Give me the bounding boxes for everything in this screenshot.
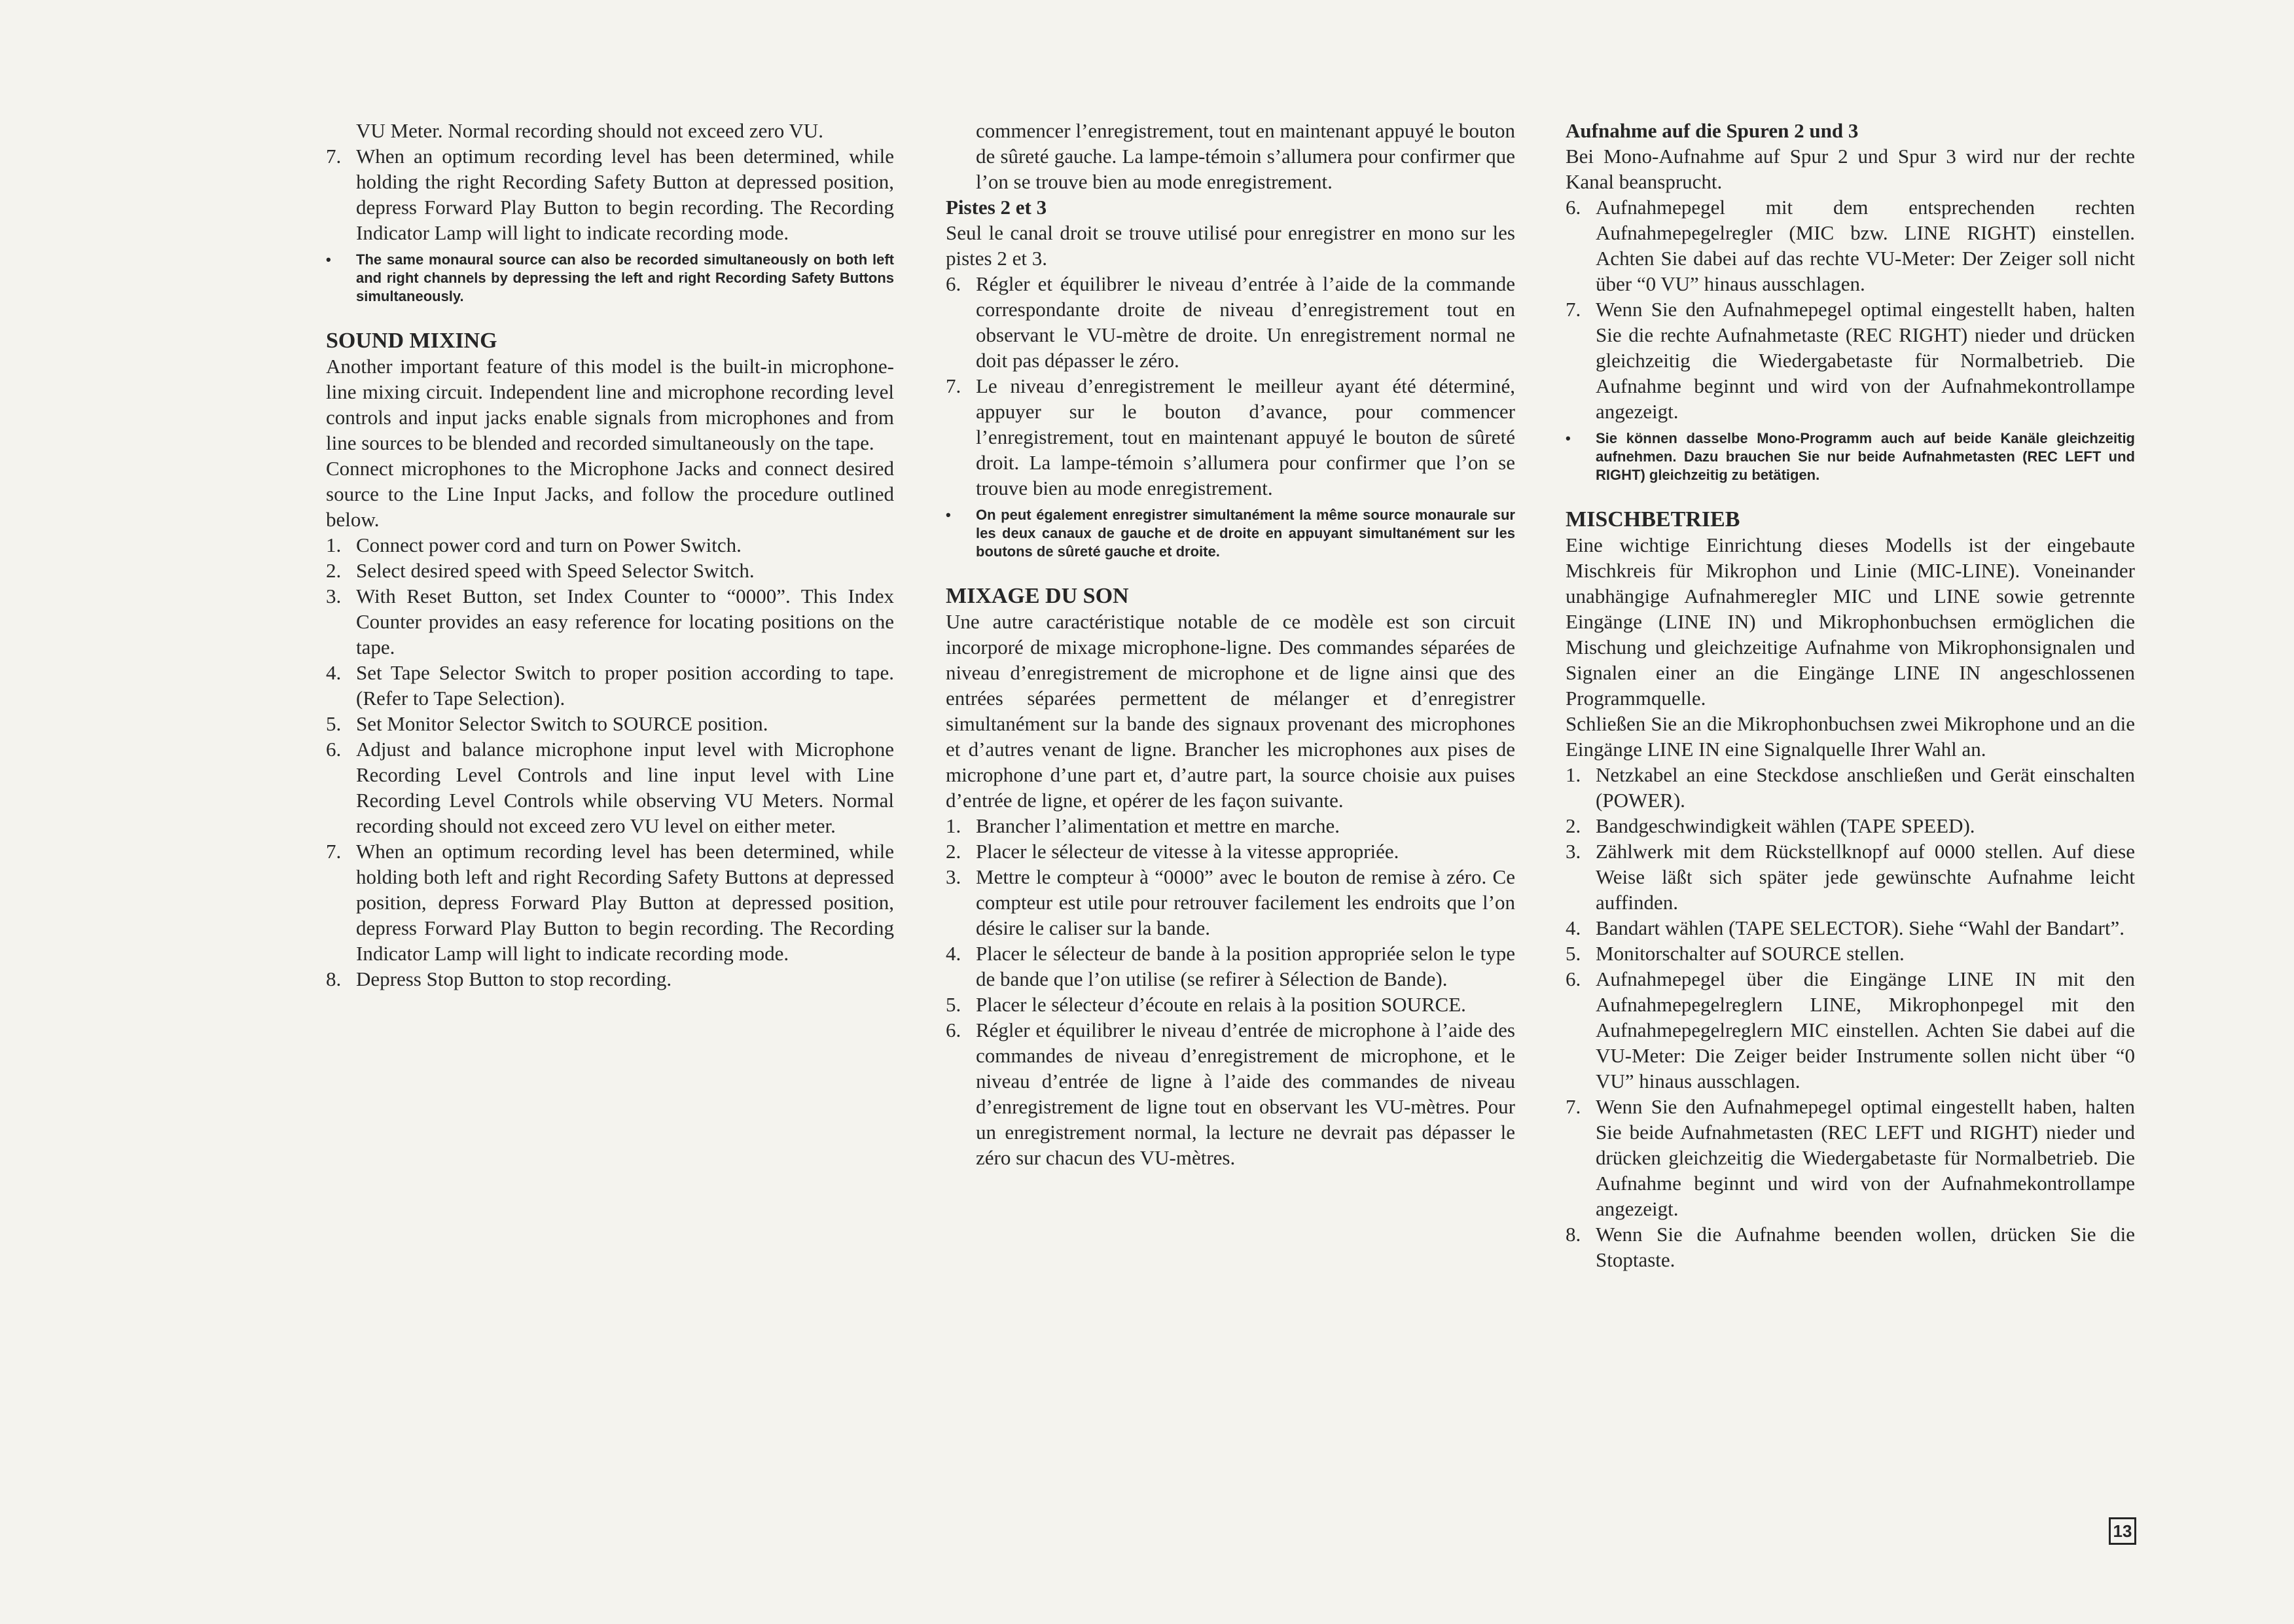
german-subheading: Aufnahme auf die Spuren 2 und 3	[1566, 119, 1859, 142]
english-para1: Another important feature of this model is the built-in microphone-line mixing circuit. Independent line and microphone recording level controls and input jacks enable signals from microphones and from line sources to be blended and recorded simultaneously on the tape.	[326, 355, 894, 454]
list-item: 5. Monitorschalter auf SOURCE stellen.	[1566, 942, 1905, 965]
list-item: 6. Aufnahmepegel über die Eingänge LINE IN mit den Aufnahmepegelreglern LINE, Mikrophonpegel mit den Aufnahmepegelreglern MIC einstellen. Achten Sie dabei auf die VU-Meter: Die Zeiger beider Instrumente sollen nicht über “0 VU” hinaus ausschlagen.	[1566, 967, 2135, 1092]
french-para1: Une autre caractéristique notable de ce modèle est son circuit incorporé de mixage microphone-ligne. Des commandes séparées de niveau d’enregistrement de microphone et de ligne ainsi que des entrées séparées permettent de mélanger et d’enregistrer simultanément sur la bande des signaux provenant des microphones et d’autres venant de ligne. Brancher les microphones aux pises de microphone d’une part et, d’autre part, la source choisie aux puises d’entrée de ligne, et opérer de les façon suivante.	[946, 610, 1515, 812]
list-item: 3. Zählwerk mit dem Rückstellknopf auf 0000 stellen. Auf diese Weise läßt sich später jede gewünschte Aufnahme leicht auffinden.	[1566, 840, 2135, 914]
bullet-icon: •	[1566, 430, 1571, 446]
english-continued-text: VU Meter. Normal recording should not exceed zero VU.	[356, 119, 823, 142]
english-steps	[326, 532, 894, 992]
list-item: 5. Set Monitor Selector Switch to SOURCE position.	[326, 712, 768, 735]
german-para2: Schließen Sie an die Mikrophonbuchsen zwei Mikrophone und an die Eingänge LINE IN eine Signalquelle Ihrer Wahl an.	[1566, 712, 2135, 761]
list-item: 5. Placer le sélecteur d’écoute en relais à la position SOURCE.	[946, 993, 1466, 1016]
list-item: 6. Adjust and balance microphone input level with Microphone Recording Level Controls and line input level with Line Recording Level Controls while observing VU Meters. Normal recording should not exceed zero VU level on either meter.	[326, 738, 894, 837]
list-item: 4. Set Tape Selector Switch to proper position according to tape. (Refer to Tape Selection).	[326, 661, 894, 710]
german-heading-mischbetrieb: MISCHBETRIEB	[1566, 507, 1740, 532]
list-item: 7. Wenn Sie den Aufnahmepegel optimal eingestellt haben, halten Sie beide Aufnahmetasten (REC LEFT und RIGHT) nieder und drücken gleichzeitig die Wiedergabetaste für Normalbetrieb. Die Aufnahme beginnt und wird von der Aufnahmekontrollampe angezeigt.	[1566, 1095, 2135, 1220]
french-note: • On peut également enregistrer simultanément la même source monaurale sur les deux canaux de gauche et de droite en appuyant simultanément sur les boutons de sûreté gauche et droite.	[946, 507, 1515, 560]
list-item: 2. Bandgeschwindigkeit wählen (TAPE SPEED).	[1566, 814, 1975, 837]
english-safety-steps	[326, 143, 894, 245]
french-track-steps	[946, 271, 1515, 501]
list-item: 2. Placer le sélecteur de vitesse à la vitesse appropriée.	[946, 840, 1399, 863]
list-item: 1. Brancher l’alimentation et mettre en marche.	[946, 814, 1340, 837]
french-column	[946, 118, 1515, 1170]
english-heading-sound-mixing: SOUND MIXING	[326, 329, 497, 353]
bullet-icon: •	[326, 251, 331, 268]
french-continued-text: commencer l’enregistrement, tout en maintenant appuyé le bouton de sûreté gauche. La lampe-témoin s’allumera pour confirmer que l’on se trouve bien au mode enregistrement.	[976, 119, 1515, 193]
bullet-icon: •	[946, 507, 951, 523]
list-item: 3. Mettre le compteur à “0000” avec le bouton de remise à zéro. Ce compteur est utile pour retrouver facilement les endroits que l’on désire le caliser sur la bande.	[946, 865, 1515, 939]
page-number: 13	[2109, 1517, 2136, 1545]
list-item: 8. Depress Stop Button to stop recording.	[326, 967, 672, 990]
list-item: 1. Connect power cord and turn on Power Switch.	[326, 533, 742, 556]
french-heading-mixage: MIXAGE DU SON	[946, 584, 1129, 608]
french-steps	[946, 813, 1515, 1170]
list-item: 6. Régler et équilibrer le niveau d’entrée de microphone à l’aide des commandes de niveau d’enregistrement de microphone, et le niveau d’entrée de ligne à l’aide des commandes de niveau d’enregistrement de ligne tout en observant les VU-mètres. Pour un enregistrement normal, la lecture ne devrait pas dépasser le zéro sur chacun des VU-mètres.	[946, 1019, 1515, 1169]
german-column	[1566, 118, 2135, 1272]
list-item: 7. Le niveau d’enregistrement le meilleur ayant été déterminé, appuyer sur le bouton d’avance, pour commencer l’enregistrement, tout en maintenant appuyé le bouton de sûreté droit. La lampe-témoin s’allumera pour confirmer que l’on se trouve bien au mode enregistrement.	[946, 374, 1515, 499]
german-sub-para: Bei Mono-Aufnahme auf Spur 2 und Spur 3 wird nur der rechte Kanal beansprucht.	[1566, 145, 2135, 193]
list-item: 1. Netzkabel an eine Steckdose anschließen und Gerät einschalten (POWER).	[1566, 763, 2135, 812]
list-item: 4. Bandart wählen (TAPE SELECTOR). Siehe “Wahl der Bandart”.	[1566, 916, 2124, 939]
french-subheading: Pistes 2 et 3	[946, 196, 1047, 219]
english-para2: Connect microphones to the Microphone Jacks and connect desired source to the Line Input Jacks, and follow the procedure outlined below.	[326, 457, 894, 531]
french-sub-para: Seul le canal droit se trouve utilisé pour enregistrer en mono sur les pistes 2 et 3.	[946, 221, 1515, 270]
list-item: 8. Wenn Sie die Aufnahme beenden wollen, drücken Sie die Stoptaste.	[1566, 1223, 2135, 1271]
german-steps	[1566, 762, 2135, 1272]
list-item: 6. Aufnahmepegel mit dem entsprechenden rechten Aufnahmepegelregler (MIC bzw. LINE RIGHT) einstellen. Achten Sie dabei auf das rechte VU-Meter: Der Zeiger soll nicht über “0 VU” hinaus ausschlagen.	[1566, 196, 2135, 295]
list-item: 6. Régler et équilibrer le niveau d’entrée à l’aide de la commande correspondante droite de niveau d’enregistrement tout en observant le VU-mètre de droite. Un enregistrement normal ne doit pas dépasser le zéro.	[946, 272, 1515, 372]
list-item: 7. When an optimum recording level has been determined, while holding the right Recording Safety Button at depressed position, depress Forward Play Button to begin recording. The Recording Indicator Lamp will light to indicate recording mode.	[326, 145, 894, 244]
english-note: • The same monaural source can also be recorded simultaneously on both left and right channels by depressing the left and right Recording Safety Buttons simultaneously.	[326, 251, 894, 304]
german-track-steps	[1566, 194, 2135, 424]
list-item: 3. With Reset Button, set Index Counter to “0000”. This Index Counter provides an easy reference for locating positions on the tape.	[326, 585, 894, 659]
german-note: • Sie können dasselbe Mono-Programm auch auf beide Kanäle gleichzeitig aufnehmen. Dazu brauchen Sie nur beide Aufnahmetasten (REC LEFT und RIGHT) gleichzeitig zu betätigen.	[1566, 430, 2135, 483]
list-item: 7. Wenn Sie den Aufnahmepegel optimal eingestellt haben, halten Sie die rechte Aufnahmetaste (REC RIGHT) nieder und drücken gleichzeitig die Wiedergabetaste für Normalbetrieb. Die Aufnahme beginnt und wird von der Aufnahmekontrollampe angezeigt.	[1566, 298, 2135, 423]
german-para1: Eine wichtige Einrichtung dieses Modells ist der eingebaute Mischkreis für Mikrophon und Linie (MIC-LINE). Voneinander unabhängige Aufnahmeregler MIC und LINE sowie getrennte Eingänge (LINE IN) und Mikrophonbuchsen ermöglichen die Mischung und gleichzeitige Aufnahme von Mikrophonsignalen und Signalen einer an die Eingänge LINE IN angeschlossenen Programmquelle.	[1566, 533, 2135, 710]
list-item: 7. When an optimum recording level has been determined, while holding both left and right Recording Safety Buttons at depressed position, depress Forward Play Button at depressed position, depress Forward Play Button to begin recording. The Recording Indicator Lamp will light to indicate recording mode.	[326, 840, 894, 965]
list-item: 4. Placer le sélecteur de bande à la position appropriée selon le type de bande que l’on utilise (se refirer à Sélection de Bande).	[946, 942, 1515, 990]
list-item: 2. Select desired speed with Speed Selector Switch.	[326, 559, 755, 582]
english-column	[326, 118, 894, 992]
